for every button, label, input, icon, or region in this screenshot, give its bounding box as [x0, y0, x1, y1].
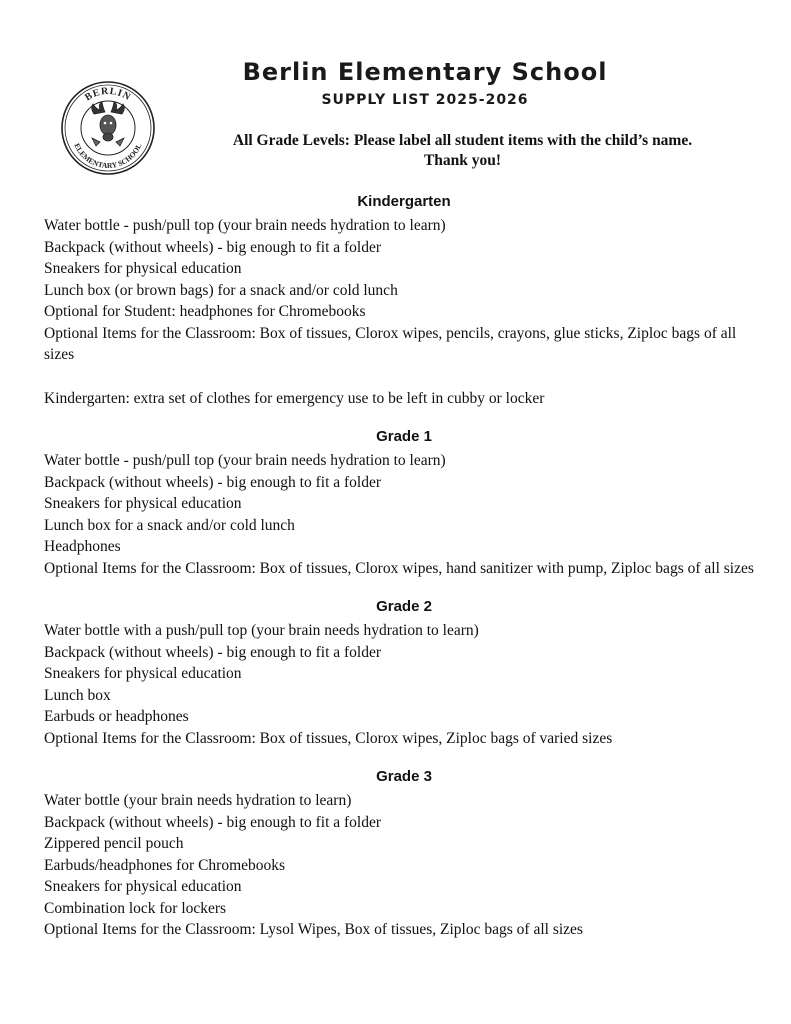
list-item: Sneakers for physical education: [44, 665, 242, 682]
list-item: Water bottle - push/pull top (your brain needs hydration to learn): [44, 452, 446, 469]
kindergarten-clothes-note: Kindergarten: extra set of clothes for emergency use to be left in cubby or locker: [44, 389, 545, 407]
seal-bottom-text: ELEMENTARY SCHOOL: [72, 141, 144, 171]
section-kindergarten: [44, 192, 764, 409]
section-heading: Grade 1: [376, 428, 432, 445]
list-item: Backpack (without wheels) - big enough to fit a folder: [44, 813, 382, 831]
list-item: Optional Items for the Classroom: Box of tissues, Clorox wipes, pencils, crayons, glue sticks, Ziploc bags of all sizes: [44, 324, 737, 363]
supply-sections: [44, 192, 764, 959]
list-item: Sneakers for physical education: [44, 878, 242, 895]
section-heading: Kindergarten: [357, 193, 451, 210]
supply-list-subtitle: SUPPLY LIST 2025-2026: [321, 92, 529, 108]
seal-graphic: [60, 80, 156, 176]
label-items-note: [200, 131, 725, 171]
section-grade-2: [44, 597, 764, 749]
supply-list: [44, 790, 764, 941]
supply-list: [44, 450, 764, 579]
list-item: Water bottle - push/pull top (your brain needs hydration to learn): [44, 217, 446, 234]
note-line-1: All Grade Levels: Please label all student items with the child’s name.: [232, 132, 693, 149]
list-item: Zippered pencil pouch: [44, 835, 184, 852]
school-logo-seal: [60, 80, 156, 176]
list-item: Backpack (without wheels) - big enough to fit a folder: [44, 473, 382, 491]
list-item: Sneakers for physical education: [44, 495, 242, 512]
list-item: Backpack (without wheels) - big enough to fit a folder: [44, 238, 382, 256]
list-item: Optional Items for the Classroom: Lysol Wipes, Box of tissues, Ziploc bags of all sizes: [44, 921, 583, 938]
note-line-2: Thank you!: [423, 152, 502, 169]
school-name-title: Berlin Elementary School: [242, 58, 608, 86]
list-item: Earbuds or headphones: [44, 708, 189, 725]
supply-list: [44, 215, 764, 366]
list-item: Sneakers for physical education: [44, 260, 242, 277]
list-item: Optional Items for the Classroom: Box of tissues, Clorox wipes, hand sanitizer with pump, Ziploc bags of all sizes: [44, 559, 754, 577]
moose-emblem-icon: [92, 102, 125, 146]
seal-top-text: BERLIN: [83, 85, 133, 104]
list-item: Combination lock for lockers: [44, 899, 227, 917]
list-item: Optional for Student: headphones for Chromebooks: [44, 303, 366, 320]
list-item: Lunch box for a snack and/or cold lunch: [44, 516, 295, 534]
section-heading: Grade 3: [376, 768, 432, 785]
list-item: Backpack (without wheels) - big enough to fit a folder: [44, 643, 382, 661]
list-item: Lunch box: [44, 686, 111, 704]
section-heading: Grade 2: [376, 598, 432, 615]
list-item: Earbuds/headphones for Chromebooks: [44, 856, 286, 874]
list-item: Water bottle with a push/pull top (your brain needs hydration to learn): [44, 622, 479, 639]
section-grade-1: [44, 427, 764, 579]
list-item: Headphones: [44, 538, 121, 555]
section-grade-3: [44, 767, 764, 941]
list-item: Water bottle (your brain needs hydration to learn): [44, 792, 352, 809]
supply-list: [44, 620, 764, 749]
list-item: Lunch box (or brown bags) for a snack and/or cold lunch: [44, 281, 398, 299]
list-item: Optional Items for the Classroom: Box of tissues, Clorox wipes, Ziploc bags of varied sizes: [44, 729, 613, 747]
